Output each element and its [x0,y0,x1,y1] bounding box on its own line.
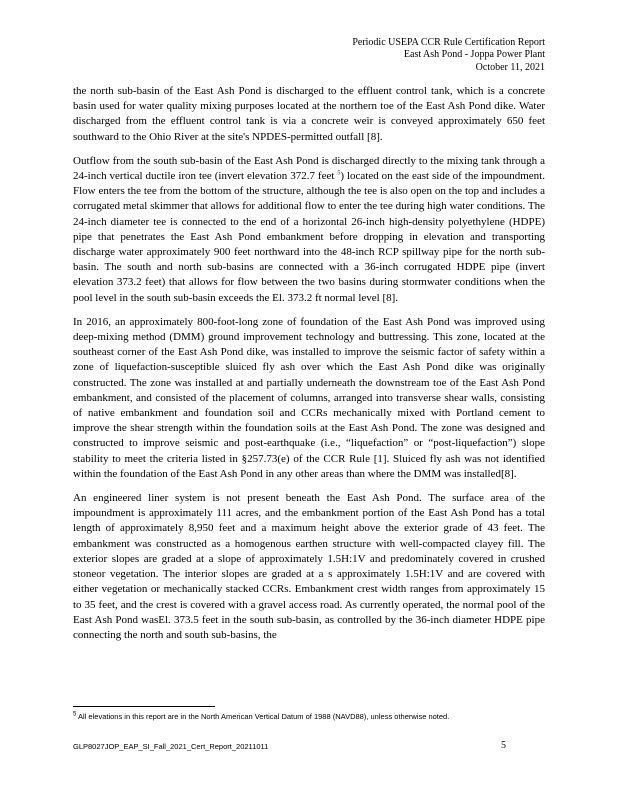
footnote-text: All elevations in this report are in the North American Vertical Datum of 1988 (NAVD88), unless otherwise noted. [76,712,450,721]
header-report-title: Periodic USEPA CCR Rule Certification Report [352,37,545,48]
header-site-name: East Ash Pond - Joppa Power Plant [403,49,545,61]
paragraph-text: Outflow from the south sub-basin of the East Ash Pond is discharged directly to the mixing tank through a 24-inch vertical ductile iron tee (invert elevation 372.7 feet [73,154,545,183]
footnote [73,712,553,722]
footnote-marker: 5 [73,711,77,718]
page-header [352,37,545,74]
paragraph-north-sub-basin-discharge: the north sub-basin of the East Ash Pond is discharged to the effluent control tank, which is a concrete basin used for water quality mixing purposes located at the northern toe of the East Ash Pond dike. Water discharged from the effluent control tank is via a concrete weir is conveyed approximately 650 feet southward to the Ohio River at the site's NPDES-permitted outfall [8]. [73,85,545,143]
footnote-divider [73,706,215,707]
body-text [73,84,545,652]
footnote-reference: 5 [337,170,341,177]
paragraph-text: ) located on the east side of the impoundment. Flow enters the tee from the bottom of the structure, although the tee is also open on the top and includes a corrugated metal skimmer that allows for additional flow to enter the tee during high water conditions. The 24-inch diameter tee is connected to the end of a horizontal 26-inch high-density polyethylene (HDPE) pipe that penetrates the East Ash Pond embankment before dropping in elevation and transporting discharge water approximately 900 feet northward into the 48-inch RCP spillway pipe for the north sub-basin. The south and north sub-basins are connected with a 36-inch corrugated HDPE pipe (invert elevation 373.2 feet) that allows for flow between the two basins during stormwater conditions when the pool level in the south sub-basin exceeds the El. 373.2 ft normal level [8]. [73,170,545,304]
header-date: October 11, 2021 [475,61,545,73]
footer-document-id: GLP8027JOP_EAP_SI_Fall_2021_Cert_Report_20211011 [73,742,269,751]
paragraph-embankment-description: An engineered liner system is not present beneath the East Ash Pond. The surface area of the impoundment is approximately 111 acres, and the embankment portion of the East Ash Pond has a total length of approximately 8,950 feet and a maximum height above the exterior grade of 43 feet. The embankment was constructed as a homogenous earthen structure with well-compacted clayey fill. The exterior slopes are graded at a slope of approximately 1.5H:1V and predominately covered in crushed stoneor vegetation. The interior slopes are graded at a s approximately 1.5H:1V and are covered with either vegetation or mechanically stacked CCRs. Embankment crest width ranges from approximately 15 to 35 feet, and the crest is covered with a gravel access road. As currently operated, the normal pool of the East Ash Pond wasEl. 373.5 feet in the south sub-basin, as controlled by the 36-inch diameter HDPE pipe connecting the north and south sub-basins, the [73,492,545,641]
paragraph-dmm-improvement: In 2016, an approximately 800-foot-long zone of foundation of the East Ash Pond was improved using deep-mixing method (DMM) ground improvement technology and buttressing. This zone, located at the southeast corner of the East Ash Pond dike, was installed to improve the seismic factor of safety within a zone of liquefaction-susceptible sluiced fly ash over which the East Ash Pond dike was originally constructed. The zone was installed at and partially underneath the downstream toe of the East Ash Pond embankment, and consisted of the placement of columns, arranged into transverse shear walls, consisting of native embankment and foundation soil and CCRs mechanically mixed with Portland cement to improve the shear strength within the foundation soils at the East Ash Pond. The zone was designed and constructed to improve seismic and post-earthquake (i.e., “liquefaction” or “post-liquefaction”) slope stability to meet the criteria listed in §257.73(e) of the CCR Rule [1]. Sluiced fly ash was not identified within the foundation of the East Ash Pond in any other areas than where the DMM was installed[8]. [73,315,545,480]
page-number: 5 [501,740,506,751]
paragraph-south-sub-basin-outflow [73,154,545,306]
